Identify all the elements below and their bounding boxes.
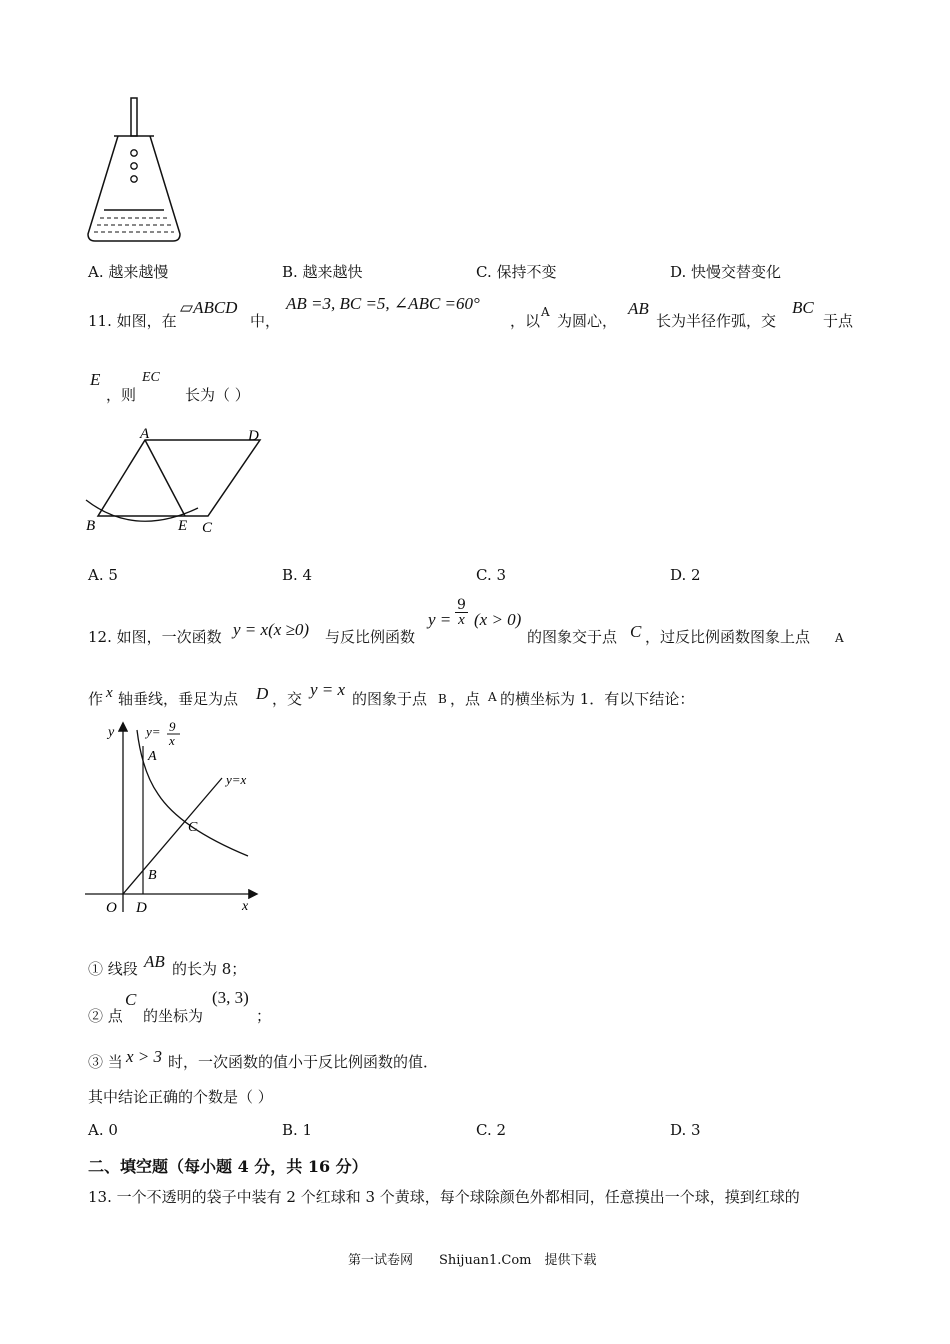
q12-label-y-axis: y: [108, 725, 115, 740]
q12-label-curve-num: 9: [169, 719, 176, 734]
flask-figure: [84, 96, 184, 246]
q10-option-c: C. 保持不变: [476, 263, 557, 281]
section-title-fill-in: 二、填空题（每小题 4 分，共 16 分）: [88, 1157, 368, 1176]
q10-option-d: D. 快慢交替变化: [670, 263, 782, 281]
q12-label-c: C: [188, 820, 198, 835]
q12-number: 12. 如图，一次函数: [88, 628, 222, 646]
q11-given-conditions: AB =3, BC =5, ∠ABC =60°: [286, 294, 480, 313]
q10-option-a: A. 越来越慢: [88, 263, 169, 281]
q11-parallelogram-figure: [80, 420, 280, 540]
q12-label-d: D: [136, 900, 147, 916]
q12-label-x-axis: x: [242, 899, 249, 914]
q12-inverse-fraction: $\frac{9}{x}$: [457, 597, 466, 628]
q12-option-d: D. 3: [670, 1121, 701, 1139]
q11-number: 11. 如图，在: [88, 312, 177, 330]
q12-function-graph: [80, 716, 270, 924]
q12-option-b: B. 1: [282, 1121, 313, 1139]
q13-stem: 13. 一个不透明的袋子中装有 2 个红球和 3 个黄球，每个球除颜色外都相同，任意摸出一个球，摸到红球的: [88, 1188, 800, 1206]
q11-label-d: D: [248, 428, 259, 444]
q12-option-c: C. 2: [476, 1121, 507, 1139]
q12-label-curve-lhs: y=: [146, 724, 161, 739]
q11-parallelogram-symbol: ▱ABCD: [180, 298, 238, 317]
q12-label-b: B: [148, 868, 157, 883]
q11-label-c: C: [202, 520, 213, 536]
page-footer: 第一试卷网 Shijuan1.Com 提供下载: [348, 1253, 597, 1268]
q12-label-line: y=x: [226, 772, 247, 787]
q12-option-a: A. 0: [88, 1121, 118, 1139]
q10-option-b: B. 越来越快: [282, 263, 363, 281]
q11-label-e: E: [178, 518, 188, 534]
q12-question: 其中结论正确的个数是（ ）: [88, 1088, 273, 1106]
q12-label-a: A: [148, 749, 157, 764]
q11-label-b: B: [86, 518, 96, 534]
q11-option-b: B. 4: [282, 566, 313, 584]
q11-option-a: A. 5: [88, 566, 118, 584]
q11-option-c: C. 3: [476, 566, 507, 584]
q12-linear-function: y = x(x ≥0): [233, 620, 310, 639]
q12-label-curve-den: x: [169, 733, 175, 748]
q12-label-o: O: [106, 900, 117, 916]
q11-option-d: D. 2: [670, 566, 701, 584]
q11-label-a: A: [140, 426, 150, 442]
